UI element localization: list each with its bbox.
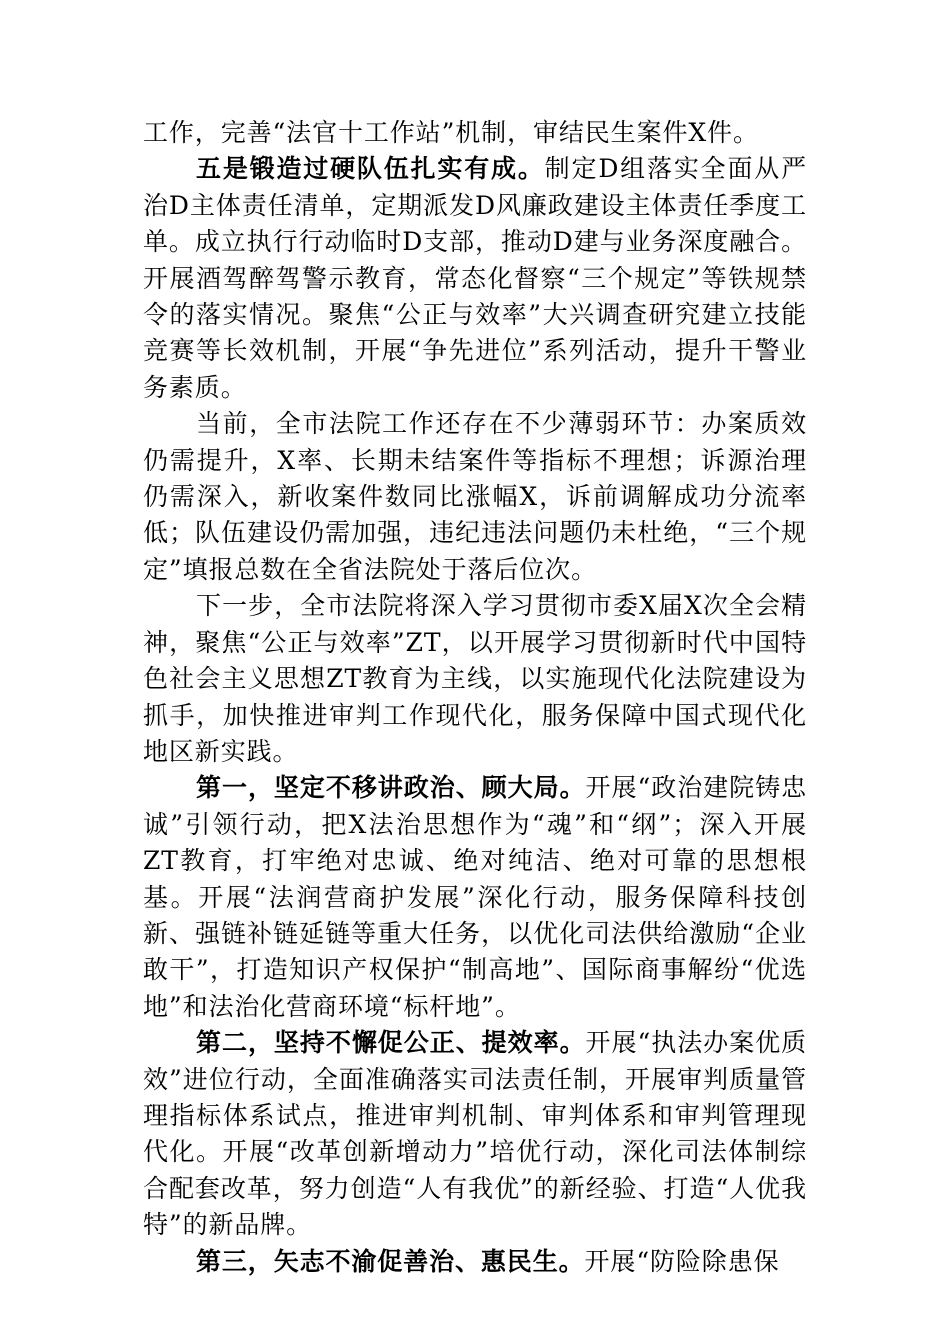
paragraph-2 xyxy=(143,151,807,406)
paragraph-1 xyxy=(143,115,807,151)
paragraph-lead: 第三，矢志不渝促善治、惠民生。 xyxy=(196,1246,585,1276)
paragraph-text: 开展“防险除患保 xyxy=(584,1246,780,1276)
paragraph-lead: 第一，坚定不移讲政治、顾大局。 xyxy=(196,773,586,803)
paragraph-text: 开展“执法办案优质效”进位行动，全面准确落实司法责任制，开展审判质量管理指标体系试点，推进审判机制、审判体系和审判管理现代化。开展“改革创新增动力”培优行动，深化司法体制综合配套改革，努力创造“人有我优”的新经验、打造“人优我特”的新品牌。 xyxy=(143,1028,807,1240)
paragraph-6 xyxy=(143,1025,807,1243)
paragraph-3 xyxy=(143,406,807,588)
paragraph-5 xyxy=(143,770,807,1025)
paragraph-4 xyxy=(143,588,807,770)
paragraph-text: 制定D组落实全面从严治D主体责任清单，定期派发D风廉政建设主体责任季度工单。成立执行行动临时D支部，推动D建与业务深度融合。开展酒驾醉驾警示教育，常态化督察“三个规定”等铁规禁令的落实情况。聚焦“公正与效率”大兴调查研究建立技能竞赛等长效机制，开展“争先进位”系列活动，提升干警业务素质。 xyxy=(143,154,808,402)
document-body xyxy=(143,115,807,1280)
paragraph-text: 当前，全市法院工作还存在不少薄弱环节：办案质效仍需提升，X率、长期未结案件等指标不理想；诉源治理仍需深入，新收案件数同比涨幅X，诉前调解成功分流率低；队伍建设仍需加强，违纪违法问题仍未杜绝，“三个规定”填报总数在全省法院处于落后位次。 xyxy=(143,409,807,584)
paragraph-text: 下一步，全市法院将深入学习贯彻市委X届X次全会精神，聚焦“公正与效率”ZT，以开展学习贯彻新时代中国特色社会主义思想ZT教育为主线，以实施现代化法院建设为抓手，加快推进审判工作现代化，服务保障中国式现代化地区新实践。 xyxy=(143,591,807,766)
paragraph-lead: 第二，坚持不懈促公正、提效率。 xyxy=(196,1028,586,1058)
paragraph-text: 开展“政治建院铸忠诚”引领行动，把X法治思想作为“魂”和“纲”；深入开展ZT教育，打牢绝对忠诚、绝对纯洁、绝对可靠的思想根基。开展“法润营商护发展”深化行动，服务保障科技创新、强链补链延链等重大任务，以优化司法供给激励“企业敢干”，打造知识产权保护“制高地”、国际商事解纷“优选地”和法治化营商环境“标杆地”。 xyxy=(143,773,807,1021)
paragraph-7 xyxy=(143,1244,807,1280)
paragraph-lead: 五是锻造过硬队伍扎实有成。 xyxy=(196,154,545,184)
paragraph-text: 工作，完善“法官十工作站”机制，审结民生案件X件。 xyxy=(143,118,759,147)
